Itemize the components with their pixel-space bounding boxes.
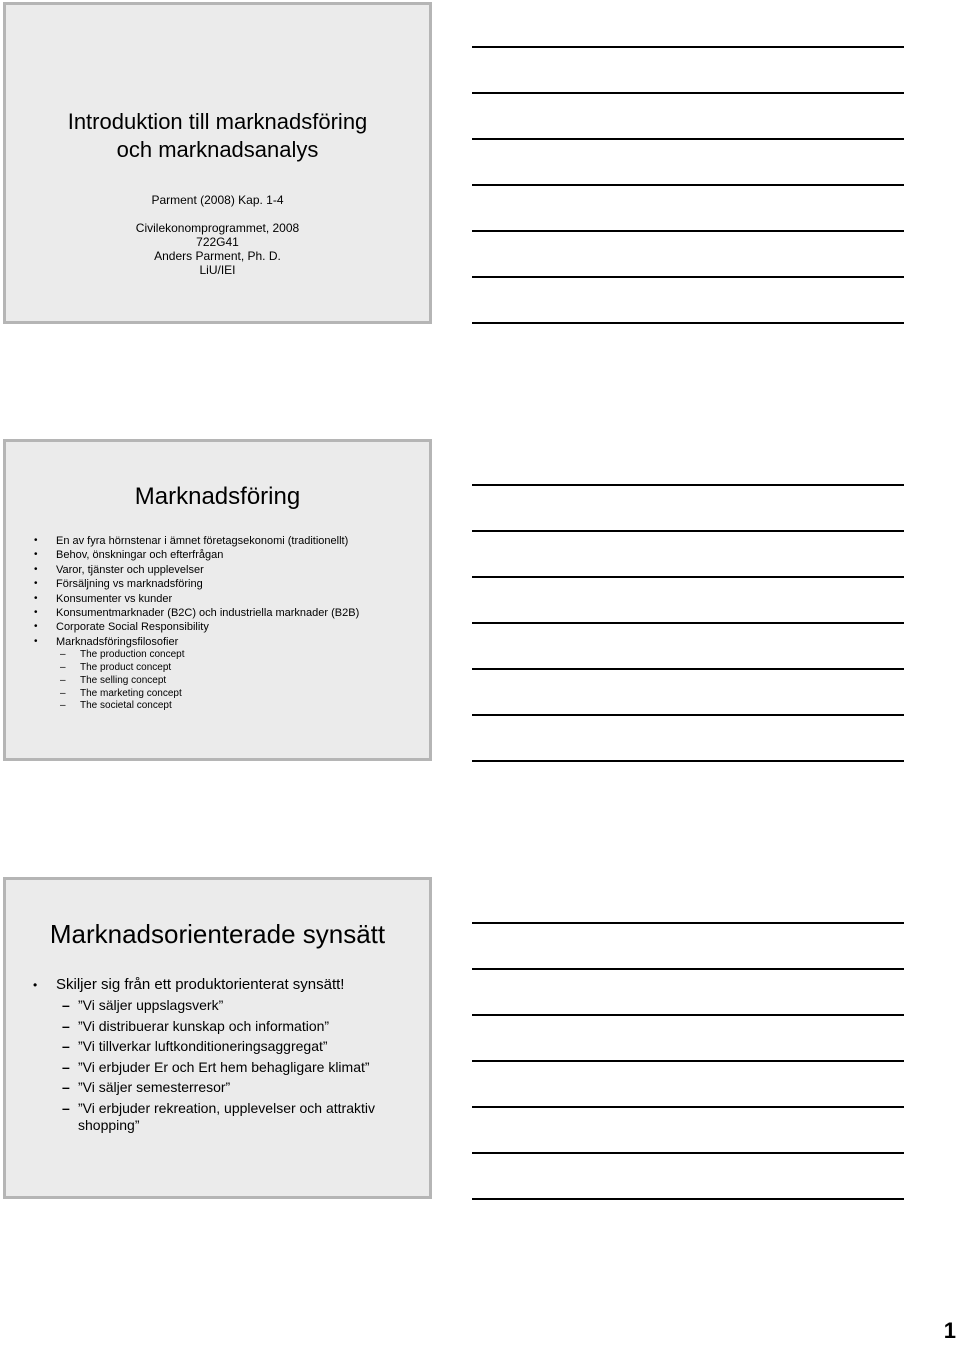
- note-line: [472, 1060, 904, 1062]
- sub-bullet-item: – ”Vi erbjuder rekreation, upplevelser och attraktiv shopping”: [56, 1100, 386, 1135]
- note-line: [472, 46, 904, 48]
- note-line: [472, 760, 904, 762]
- slide-1-info-line: LiU/IEI: [199, 263, 236, 277]
- slide-2: [3, 439, 432, 761]
- note-line: [472, 92, 904, 94]
- note-line: [472, 322, 904, 324]
- note-line: [472, 484, 904, 486]
- note-line: [472, 138, 904, 140]
- note-line: [472, 530, 904, 532]
- sub-bullet-item: – ”Vi erbjuder Er och Ert hem behagligare klimat”: [56, 1059, 386, 1077]
- slide-3-lead-text: Skiljer sig från ett produktorienterat synsätt!: [56, 976, 345, 993]
- slide-1-info-line: Civilekonomprogrammet, 2008: [135, 221, 300, 235]
- note-line: [472, 184, 904, 186]
- slide-3-title: Marknadsorienterade synsätt: [49, 919, 386, 949]
- slide-1: [3, 2, 432, 324]
- note-line: [472, 1106, 904, 1108]
- slide-1-info-line: 722G41: [196, 235, 239, 249]
- note-line: [472, 968, 904, 970]
- slide-1-title-line-1: Introduktion till marknadsföring: [67, 109, 368, 134]
- note-line: [472, 922, 904, 924]
- bullet-item: • Behov, önskningar och efterfrågan: [28, 548, 359, 562]
- sub-bullet-item: – The production concept: [28, 649, 359, 662]
- note-line: [472, 622, 904, 624]
- note-line: [472, 1152, 904, 1154]
- bullet-item: • Konsumenter vs kunder: [28, 592, 359, 606]
- note-line: [472, 1014, 904, 1016]
- slide-1-info: [6, 221, 429, 277]
- note-line: [472, 714, 904, 716]
- note-line: [472, 230, 904, 232]
- slide-2-bullet-list: [28, 534, 359, 713]
- bullet-item: • En av fyra hörnstenar i ämnet företagsekonomi (traditionellt): [28, 534, 359, 548]
- sub-bullet-item: – The product concept: [28, 662, 359, 675]
- bullet-item: • Försäljning vs marknadsföring: [28, 577, 359, 591]
- slide-3-lead-bullet: [28, 976, 344, 994]
- bullet-item: • Varor, tjänster och upplevelser: [28, 563, 359, 577]
- sub-bullet-item: – ”Vi säljer semesterresor”: [56, 1079, 386, 1097]
- slide-1-title-line-2: och marknadsanalys: [116, 137, 319, 162]
- sub-bullet-item: – The marketing concept: [28, 688, 359, 701]
- slide-1-info-line: Anders Parment, Ph. D.: [154, 249, 281, 263]
- note-line: [472, 576, 904, 578]
- bullet-item: • Corporate Social Responsibility: [28, 620, 359, 634]
- note-line: [472, 1198, 904, 1200]
- note-line: [472, 276, 904, 278]
- slide-3: [3, 877, 432, 1199]
- page-number: 1: [943, 1318, 956, 1343]
- slide-1-reference: Parment (2008) Kap. 1-4: [151, 193, 284, 207]
- sub-bullet-item: – ”Vi distribuerar kunskap och information”: [56, 1018, 386, 1036]
- sub-bullet-item: – ”Vi tillverkar luftkonditioneringsaggregat”: [56, 1038, 386, 1056]
- sub-bullet-item: – The selling concept: [28, 675, 359, 688]
- note-line: [472, 668, 904, 670]
- slide-1-title: [6, 108, 429, 164]
- sub-bullet-item: – ”Vi säljer uppslagsverk”: [56, 997, 386, 1015]
- slide-3-sub-list: [56, 997, 386, 1138]
- bullet-item: • Konsumentmarknader (B2C) och industriella marknader (B2B): [28, 606, 359, 620]
- sub-bullet-item: – The societal concept: [28, 700, 359, 713]
- bullet-item: • Marknadsföringsfilosofier: [28, 635, 359, 649]
- slide-2-title: Marknadsföring: [134, 483, 301, 510]
